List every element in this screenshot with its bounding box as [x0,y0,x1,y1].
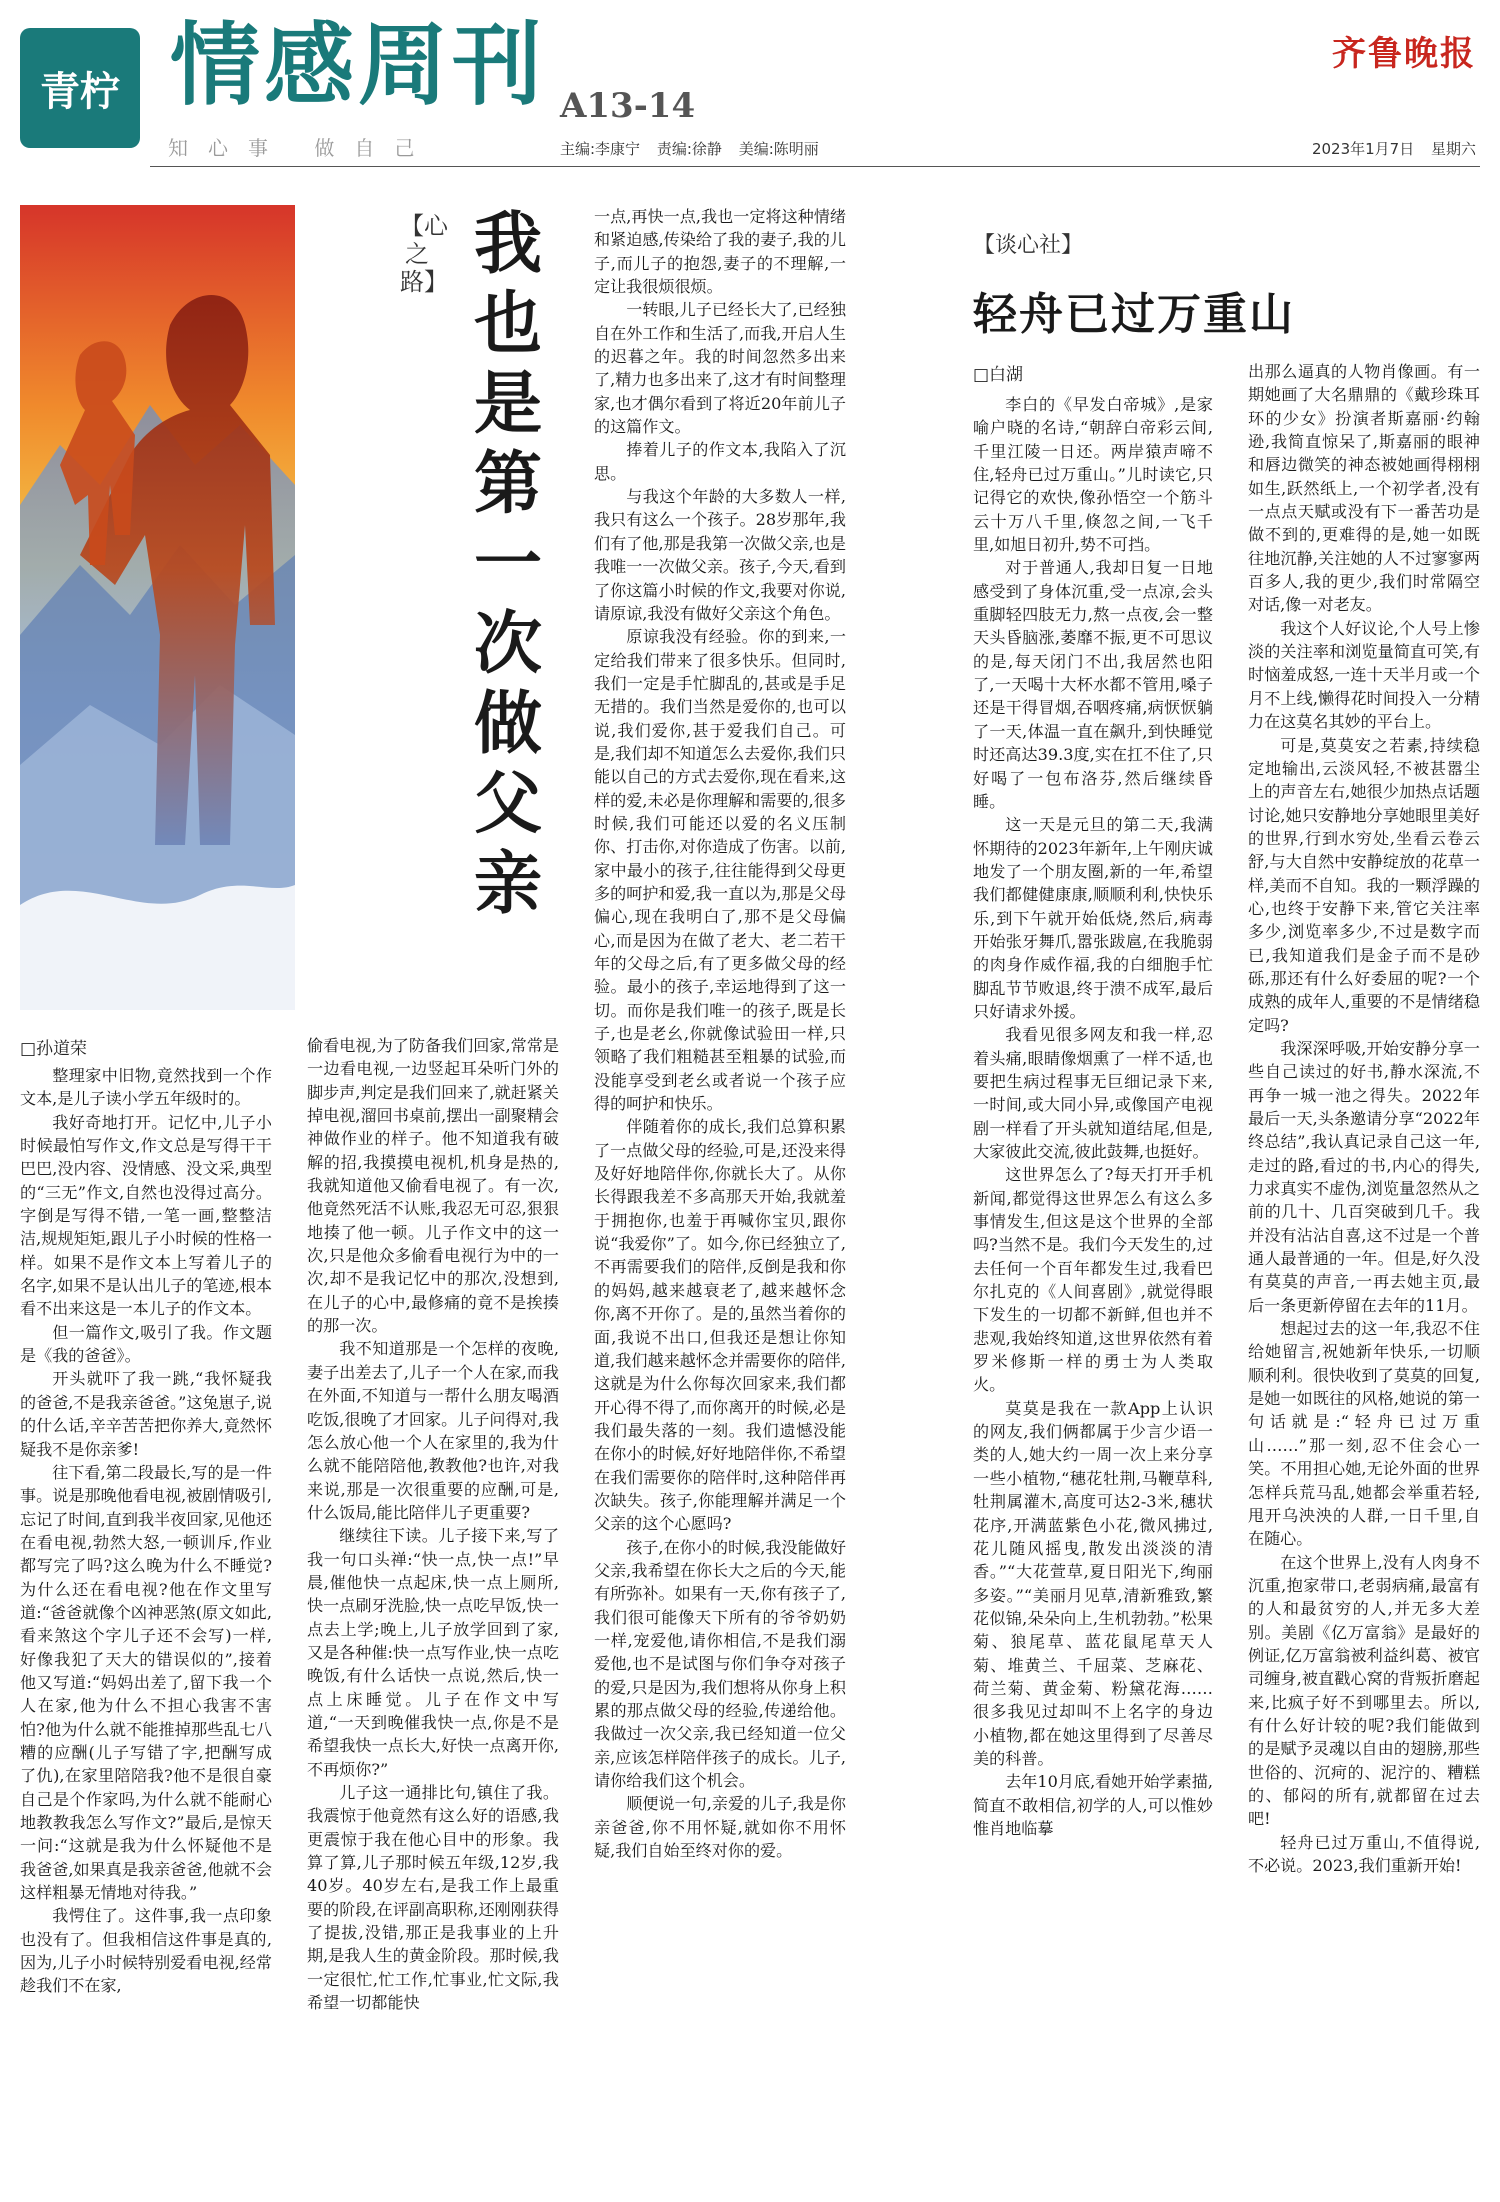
article-left-column-2 [307,1034,559,2196]
article-left-column-3 [594,205,846,2196]
section-logo [20,28,140,148]
author-byline: □孙道荣 [20,1039,88,1059]
father-son-silhouette-illustration [20,205,295,1010]
column-label-heart-road: 【心之路】 [400,212,448,296]
article-left-column-1 [20,1064,272,2196]
issue-weekday: 星期六 [1430,140,1476,158]
hero-illustration [20,205,295,1010]
article-right-column-1 [973,393,1213,2196]
paragraph: 顺便说一句,亲爱的儿子,我是你亲爸爸,你不用怀疑,就如你不用怀疑,我们自始至终对你的爱。 [594,1794,846,1861]
paragraph: 我看见很多网友和我一样,忍着头痛,眼睛像烟熏了一样不适,也要把生病过程事无巨细记录下来,一时间,或大同小异,或像国产电视剧一样看了开头就知道结尾,但是,大家彼此交流,彼此鼓舞,也挺好。 [973,1025,1213,1161]
paragraph: 但一篇作文,吸引了我。作文题是《我的爸爸》。 [20,1322,272,1366]
article-title-first-time-father: 我也是第一次做父亲 [473,205,542,924]
paragraph: 对于普通人,我却日复一日地感受到了身体沉重,受一点凉,会头重脚轻四肢无力,熬一点夜,会一整天头昏脑涨,萎靡不振,更不可思议的是,每天闭门不出,我居然也阳了,一天喝十大杯水都不管用,嗓子还是干得冒烟,吞咽疼痛,病恹恹躺了一天,体温一直在飙升,到快睡觉时还高达39.3度,实在扛不住了,只好喝了一包布洛芬,然后继续昏睡。 [973,558,1213,811]
issue-date: 2023年1月7日 [1311,140,1415,158]
section-title: 情感周刊 [170,13,546,118]
paragraph: 可是,莫莫安之若素,持续稳定地输出,云淡风轻,不被甚嚣尘上的声音左右,她很少加热点话题讨论,她只安静地分享她眼里美好的世界,行到水穷处,坐看云卷云舒,与大自然中安静绽放的花草一样,美而不自知。我的一颗浮躁的心,也终于安静下来,管它关注率多少,浏览率多少,不过是数字而已,我知道我们是金子而不是砂砾,那还有什么好委屈的呢?一个成熟的成年人,重要的不是情绪稳定吗? [1248,735,1480,1035]
paragraph: 莫莫是我在一款App上认识的网友,我们俩都属于少言少语一类的人,她大约一周一次上来分享一些小植物,“穗花牡荆,马鞭草科,牡荆属灌木,高度可达2-3米,穗状花序,开满蓝紫色小花,微风拂过,花儿随风摇曳,散发出淡淡的清香。”“大花萱草,夏日阳光下,绚丽多姿。”“美丽月见草,清新雅致,繁花似锦,朵朵向上,生机勃勃。”松果菊、狼尾草、蓝花鼠尾草天人菊、堆黄兰、千屈菜、芝麻花、荷兰菊、黄金菊、粉黛花海……很多我见过却叫不上名字的身边小植物,都在她这里得到了尽善尽美的科普。 [973,1398,1213,1768]
column-label-talk-club: 【谈心社】 [973,233,1084,258]
paragraph: 我深深呼吸,开始安静分享一些自己读过的好书,静水深流,不再争一城一池之得失。2022年最后一天,头条邀请分享“2022年终总结”,我认真记录自己这一年,走过的路,看过的书,内心的得失,力求真实不虚伪,浏览量忽然从之前的几十、几百突破到几千。我并没有沾沾自喜,这不过是一个普通人最普通的一年。但是,好久没有莫莫的声音,一再去她主页,最后一条更新停留在去年的11月。 [1248,1038,1480,1315]
responsible-editor: 责编:徐静 [656,140,722,158]
page-number: A13-14 [560,86,696,126]
paragraph: 一转眼,儿子已经长大了,已经独自在外工作和生活了,而我,开启人生的迟暮之年。我的时间忽然多出来了,精力也多出来了,这才有时间整理家,也才偶尔看到了将近20年前儿子的这篇作文。 [594,300,846,437]
paragraph: 我不知道那是一个怎样的夜晚,妻子出差去了,儿子一个人在家,而我在外面,不知道与一帮什么朋友喝酒吃饭,很晚了才回家。儿子问得对,我怎么放心他一个人在家里的,我为什么就不能陪陪他,教教他?也许,对我来说,那是一次很重要的应酬,可是,什么饭局,能比陪伴儿子更重要? [307,1339,559,1522]
paragraph: 整理家中旧物,竟然找到一个作文本,是儿子读小学五年级时的。 [20,1066,272,1109]
paragraph: 想起过去的这一年,我忍不住给她留言,祝她新年快乐,一切顺顺利利。很快收到了莫莫的回复,是她一如既往的风格,她说的第一句话就是:“轻舟已过万重山……”那一刻,忍不住会心一笑。不用担心她,无论外面的世界怎样兵荒马乱,她都会举重若轻,甩开乌泱泱的人群,一日千里,自在随心。 [1248,1319,1480,1549]
paragraph: 伴随着你的成长,我们总算积累了一点做父母的经验,可是,还没来得及好好地陪伴你,你就长大了。从你长得跟我差不多高那天开始,我就羞于拥抱你,也羞于再喊你宝贝,跟你说“我爱你”了。如今,你已经独立了,不再需要我们的陪伴,反倒是我和你的妈妈,越来越衰老了,越来越怀念你,离不开你了。是的,虽然当着你的面,我说不出口,但我还是想让你知道,我们越来越怀念并需要你的陪伴,这就是为什么你每次回家来,我们都开心得不得了,而你离开的时候,必是我们最失落的一刻。我们遗憾没能在你小的时候,好好地陪伴你,不希望在我们需要你的陪伴时,这种陪伴再次缺失。孩子,你能理解并满足一个父亲的这个心愿吗? [594,1117,846,1534]
date-line [1300,138,1476,159]
paragraph: 一点,再快一点,我也一定将这种情绪和紧迫感,传染给了我的妻子,我的儿子,而儿子的抱怨,妻子的不理解,一定让我很烦很烦。 [594,207,846,297]
paragraph: 在这个世界上,没有人肉身不沉重,抱家带口,老弱病痛,最富有的人和最贫穷的人,并无多大差别。美剧《亿万富翁》是最好的例证,亿万富翁被利益纠葛、被官司缠身,被直戳心窝的背叛折磨起来,比疯子好不到哪里去。所以,有什么好计较的呢?我们能做到的是赋予灵魂以自由的翅膀,那些世俗的、沉疴的、泥泞的、糟糕的、郁闷的所有,就都留在过去吧! [1248,1552,1480,1829]
paragraph: 这一天是元旦的第二天,我满怀期待的2023年新年,上午刚庆诚地发了一个朋友圈,新的一年,希望我们都健健康康,顺顺利利,快快乐乐,到下午就开始低烧,然后,病毒开始张牙舞爪,嚣张跋扈,在我脆弱的肉身作威作福,我的白细胞手忙脚乱节节败退,终于溃不成军,最后只好请求外援。 [973,815,1213,1021]
art-editor: 美编:陈明丽 [738,140,819,158]
paragraph: 偷看电视,为了防备我们回家,常常是一边看电视,一边竖起耳朵听门外的脚步声,判定是我们回来了,就赶紧关掉电视,溜回书桌前,摆出一副聚精会神做作业的样子。他不知道我有破解的招,我摸摸电视机,机身是热的,我就知道他又偷看电视了。有一次,他竟然死活不认账,我忍无可忍,狠狠地揍了他一顿。儿子作文中的这一次,只是他众多偷看电视行为中的一次,却不是我记忆中的那次,没想到,在儿子的心中,最修痛的竟不是挨揍的那一次。 [307,1036,559,1336]
paragraph: 儿子这一通排比句,镇住了我。我震惊于他竟然有这么好的语感,我更震惊于我在他心目中的形象。我算了算,儿子那时候五年级,12岁,我40岁。40岁左右,是我工作上最重要的阶段,在评副高职称,还刚刚获得了提拔,没错,那正是我事业的上升期,是我人生的黄金阶段。那时候,我一定很忙,忙工作,忙事业,忙文际,我希望一切都能快 [307,1783,559,2013]
chief-editor: 主编:李康宁 [560,140,641,158]
paragraph: 捧着儿子的作文本,我陷入了沉思。 [594,440,846,483]
paragraph: 我这个人好议论,个人号上惨淡的关注率和浏览量简直可笑,有时恼羞成怒,一连十天半月或一个月不上线,懒得花时间投入一分精力在这莫名其妙的平台上。 [1248,618,1480,732]
paragraph: 这世界怎么了?每天打开手机新闻,都觉得这世界怎么有这么多事情发生,但这是这个世界的全部吗?当然不是。我们今天发生的,过去任何一个百年都发生过,我看巴尔扎克的《人间喜剧》,就觉得眼下发生的一切都不新鲜,但也并不悲观,我始终知道,这世界依然有着罗米修斯一样的勇士为人类取火。 [973,1165,1213,1395]
newspaper-name: 齐鲁晚报 [1332,34,1476,74]
paragraph: 继续往下读。儿子接下来,写了我一句口头禅:“快一点,快一点!”早晨,催他快一点起床,快一点上厕所,快一点刷牙洗脸,快一点吃早饭,快一点去上学;晚上,儿子放学回到了家,又是各种催:快一点写作业,快一点吃晚饭,有什么话快一点说,然后,快一点上床睡觉。儿子在作文中写道,“一天到晚催我快一点,你是不是希望我快一点长大,好快一点离开你,不再烦你?” [307,1526,559,1779]
paragraph: 孩子,在你小的时候,我没能做好父亲,我希望在你长大之后的今天,能有所弥补。如果有一天,你有孩子了,我们很可能像天下所有的爷爷奶奶一样,宠爱他,请你相信,不是我们溺爱他,也不是试图与你们争夺对孩子的爱,只是因为,我们想将从你身上积累的那点做父母的经验,传递给他。我做过一次父亲,我已经知道一位父亲,应该怎样陪伴孩子的成长。儿子,请你给我们这个机会。 [594,1537,846,1791]
article-right-column-2 [1248,360,1480,2196]
paragraph: 与我这个年龄的大多数人一样,我只有这么一个孩子。28岁那年,我们有了他,那是我第一次做父亲,也是我唯一一次做父亲。孩子,今天,看到了你这篇小时候的作文,我要对你说,请原谅,我没有做好父亲这个角色。 [594,487,846,623]
author-byline: □白湖 [973,365,1024,385]
paragraph: 李白的《早发白帝城》,是家喻户晓的名诗,“朝辞白帝彩云间,千里江陵一日还。两岸猿声啼不住,轻舟已过万重山。”儿时读它,只记得它的欢快,像孙悟空一个筋斗云十万八千里,倏忽之间,一飞千里,如旭日初升,势不可挡。 [973,395,1213,555]
paragraph: 原谅我没有经验。你的到来,一定给我们带来了很多快乐。但同时,我们一定是手忙脚乱的,甚或是手足无措的。我们当然是爱你的,也可以说,我们爱你,甚于爱我们自己。可是,我们却不知道怎么去爱你,我们只能以自己的方式去爱你,现在看来,这样的爱,未必是你理解和需要的,很多时候,我们可能还以爱的名义压制你、打击你,对你造成了伤害。以前,家中最小的孩子,往往能得到父母更多的呵护和爱,我一直以为,那是父母偏心,现在我明白了,那不是父母偏心,而是因为在做了老大、老二若干年的父母之后,有了更多做父母的经验。最小的孩子,幸运地得到了这一切。而你是我们唯一的孩子,既是长子,也是老幺,你就像试验田一样,只领略了我们粗糙甚至粗暴的试验,而没能享受到老幺或者说一个孩子应得的呵护和快乐。 [594,627,846,1114]
paragraph: 出那么逼真的人物肖像画。有一期她画了大名鼎鼎的《戴珍珠耳环的少女》扮演者斯嘉丽·约翰逊,我简直惊呆了,斯嘉丽的眼神和唇边微笑的神态被她画得栩栩如生,跃然纸上,一个初学者,没有一点点天赋或没有下一番苦功是做不到的,更难得的是,她一如既往地沉静,关注她的人不过寥寥两百多人,我的更少,我们时常隔空对话,像一对老友。 [1248,362,1480,615]
paragraph: 去年10月底,看她开始学素描,简直不敢相信,初学的人,可以惟妙惟肖地临摹 [973,1772,1213,1838]
paragraph: 我好奇地打开。记忆中,儿子小时候最怕写作文,作文总是写得干干巴巴,没内容、没情感、没文采,典型的“三无”作文,自然也没得过高分。字倒是写得不错,一笔一画,整整洁洁,规规矩矩,跟儿子小时候的性格一样。如果不是作文本上写着儿子的名字,如果不是认出儿子的笔迹,根本看不出来这是一本儿子的作文本。 [20,1112,272,1319]
masthead-rule [150,166,1480,167]
editor-credits [560,138,831,159]
paragraph: 轻舟已过万重山,不值得说,不必说。2023,我们重新开始! [1248,1832,1480,1875]
paragraph: 我愕住了。这件事,我一点印象也没有了。但我相信这件事是真的,因为,儿子小时候特别爱看电视,经常趁我们不在家, [20,1906,272,1996]
section-slogan: 知心事 做自己 [168,136,435,160]
paragraph: 往下看,第二段最长,写的是一件事。说是那晚他看电视,被剧情吸引,忘记了时间,直到我半夜回家,见他还在看电视,勃然大怒,一顿训斥,作业都写完了吗?这么晚为什么不睡觉?为什么还在看电视?他在作文里写道:“爸爸就像个凶神恶煞(原文如此,看来煞这个字儿子还不会写)一样,好像我犯了天大的错误似的”,接着他又写道:“妈妈出差了,留下我一个人在家,他为什么不担心我害不害怕?他为什么就不能推掉那些乱七八糟的应酬(儿子写错了字,把酬写成了仇),在家里陪陪我?他不是很自豪自己是个作家吗,为什么就不能耐心地教教我怎么写作文?”最后,是惊天一问:“这就是我为什么怀疑他不是我爸爸,如果真是我亲爸爸,他就不会这样粗暴无情地对待我。” [20,1462,272,1903]
logo-text: 青柠 [40,67,120,115]
masthead [0,0,1500,180]
paragraph: 开头就吓了我一跳,“我怀疑我的爸爸,不是我亲爸爸。”这兔崽子,说的什么话,辛辛苦苦把你养大,竟然怀疑我不是你亲爹! [20,1369,272,1459]
article-title-light-boat: 轻舟已过万重山 [973,289,1295,340]
